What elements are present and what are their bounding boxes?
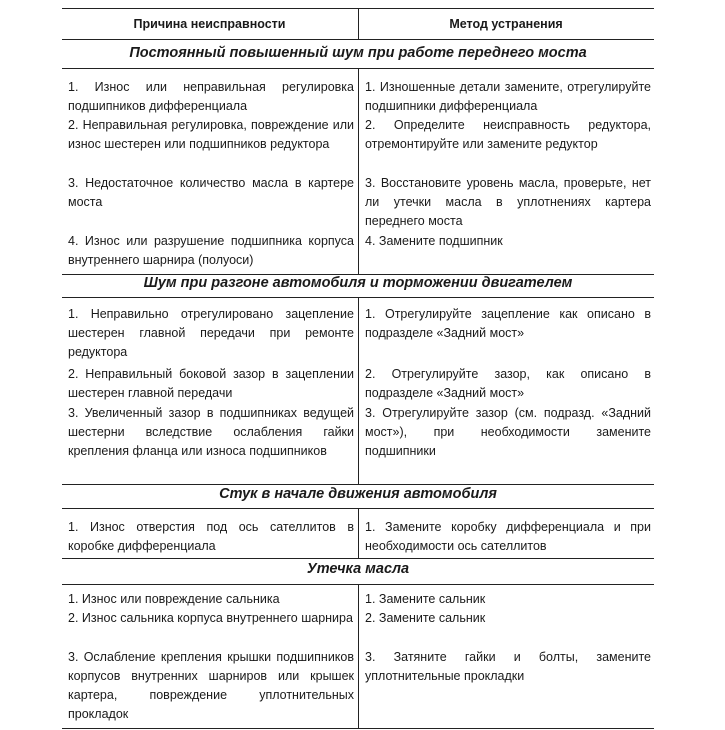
section-title: Стук в начале движения автомобиля [219, 486, 497, 502]
section-title: Шум при разгоне автомобиля и торможении двигателем [143, 275, 573, 291]
fix-cell: 1. Отрегулируйте зацепление как описано в подразделе «Задний мост» [365, 307, 651, 340]
fix-cell: 4. Замените подшипник [365, 234, 503, 248]
table-bottom-rule [62, 728, 654, 729]
cause-cell: 3. Увеличенный зазор в подшипниках ведущей шестерни вследствие ослабления гайки крепления фланца или износа подшипников [68, 406, 354, 458]
fix-cell: 3. Восстановите уровень масла, проверьте, нет ли утечки масла в уплотнениях картера переднего моста [365, 176, 651, 228]
fix-cell: 1. Изношенные детали замените, отрегулируйте подшипники дифференциала [365, 80, 651, 113]
table-header [62, 8, 654, 40]
column-divider [358, 584, 359, 729]
cause-cell: 3. Недостаточное количество масла в картере моста [68, 176, 354, 209]
cause-cell: 4. Износ или разрушение подшипника корпуса внутреннего шарнира (полуоси) [68, 234, 354, 267]
column-divider [358, 68, 359, 274]
header-fix: Метод устранения [449, 17, 563, 31]
cause-cell: 1. Износ отверстия под ось сателлитов в коробке дифференциала [68, 520, 354, 553]
fix-cell: 1. Замените коробку дифференциала и при необходимости ось сателлитов [365, 520, 651, 553]
section-rule [62, 484, 654, 485]
fix-cell: 1. Замените сальник [365, 592, 486, 606]
fix-cell: 3. Затяните гайки и болты, замените уплотнительные прокладки [365, 650, 651, 683]
fix-cell: 2. Отрегулируйте зазор, как описано в подразделе «Задний мост» [365, 367, 651, 400]
cause-cell: 2. Износ сальника корпуса внутреннего шарнира [68, 611, 353, 625]
column-divider [358, 508, 359, 558]
section-title: Утечка масла [306, 561, 410, 577]
fix-cell: 3. Отрегулируйте зазор (см. подразд. «Задний мост»), при необходимости замените подшипники [365, 406, 651, 458]
section-rule [62, 558, 654, 559]
column-divider [358, 297, 359, 484]
cause-cell: 1. Износ или неправильная регулировка подшипников дифференциала [68, 80, 354, 113]
cause-cell: 3. Ослабление крепления крышки подшипников корпусов внутренних шарниров или крышек картера, повреждение уплотнительных прокладок [68, 650, 354, 721]
header-cause: Причина неисправности [133, 17, 286, 31]
cause-cell: 1. Неправильно отрегулировано зацепление шестерен главной передачи при ремонте редуктора [68, 307, 354, 359]
fix-cell: 2. Замените сальник [365, 611, 486, 625]
cause-cell: 2. Неправильный боковой зазор в зацеплении шестерен главной передачи [68, 367, 354, 400]
cause-cell: 1. Износ или повреждение сальника [68, 592, 280, 606]
cause-cell: 2. Неправильная регулировка, повреждение или износ шестерен или подшипников редуктора [68, 118, 354, 151]
section-title: Постоянный повышенный шум при работе переднего моста [129, 45, 587, 61]
fault-table [62, 8, 654, 721]
fix-cell: 2. Определите неисправность редуктора, отремонтируйте или замените редуктор [365, 118, 651, 151]
